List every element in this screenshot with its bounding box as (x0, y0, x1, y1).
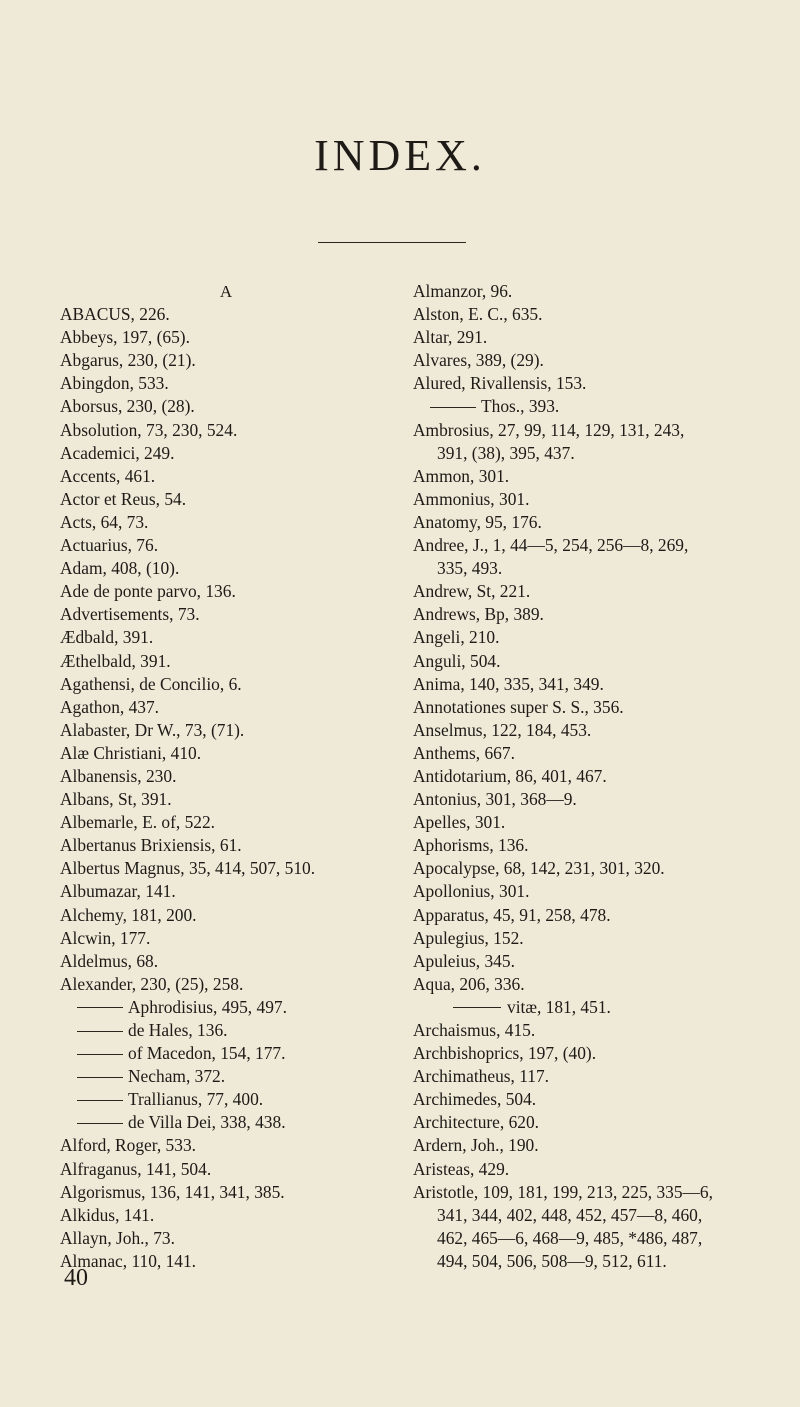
index-entry: Actor et Reus, 54. (60, 488, 187, 509)
page-number: 40 (64, 1265, 88, 1291)
index-entry: Abgarus, 230, (21). (60, 350, 196, 371)
index-entry: Accents, 461. (60, 465, 156, 486)
section-letter: A (219, 282, 233, 301)
index-entry: Algorismus, 136, 141, 341, 385. (60, 1181, 285, 1202)
index-entry: Ammon, 301. (413, 465, 510, 486)
index-subentry: Thos., 393. (413, 395, 785, 418)
index-subentry: de Villa Dei, 338, 438. (60, 1111, 400, 1134)
index-entry: Agathon, 437. (60, 696, 160, 717)
index-entry: Alured, Rivallensis, 153. (413, 373, 587, 394)
index-entry: Almanac, 110, 141. (60, 1250, 197, 1271)
index-entry: Acts, 64, 73. (60, 511, 149, 532)
index-entry-continuation: 494, 504, 506, 508—9, 512, 611. (437, 1250, 667, 1271)
index-entry: Aristeas, 429. (413, 1158, 510, 1179)
index-entry: Albertus Magnus, 35, 414, 507, 510. (60, 858, 316, 879)
index-entry: Aqua, 206, 336. (413, 973, 525, 994)
index-entry: Altar, 291. (413, 327, 488, 348)
index-subentry: Aphrodisius, 495, 497. (60, 996, 400, 1019)
index-entry: Antidotarium, 86, 401, 467. (413, 765, 607, 786)
index-entry: Ambrosius, 27, 99, 114, 129, 131, 243, (413, 419, 685, 440)
index-entry: Albumazar, 141. (60, 881, 176, 902)
index-entry: Angeli, 210. (413, 627, 500, 648)
index-entry: Apuleius, 345. (413, 950, 515, 971)
index-entry: Almanzor, 96. (413, 281, 513, 301)
index-entry: Andree, J., 1, 44—5, 254, 256—8, 269, (413, 535, 689, 556)
right-index-column (413, 280, 785, 1273)
index-entry: Absolution, 73, 230, 524. (60, 419, 238, 440)
index-entry: Aldelmus, 68. (60, 950, 159, 971)
index-entry-continuation: 462, 465—6, 468—9, 485, *486, 487, (437, 1227, 703, 1248)
index-subentry: Necham, 372. (60, 1065, 400, 1088)
index-entry: Alkidus, 141. (60, 1204, 155, 1225)
index-entry: Anguli, 504. (413, 650, 501, 671)
index-entry: Alfraganus, 141, 504. (60, 1158, 212, 1179)
index-entry: Anselmus, 122, 184, 453. (413, 719, 592, 740)
index-entry: Albertanus Brixiensis, 61. (60, 835, 242, 856)
index-entry: Ammonius, 301. (413, 488, 530, 509)
index-entry: Andrews, Bp, 389. (413, 604, 544, 625)
index-entry: Architecture, 620. (413, 1112, 540, 1133)
index-entry-continuation: 341, 344, 402, 448, 452, 457—8, 460, (437, 1204, 703, 1225)
index-entry: Adam, 408, (10). (60, 558, 180, 579)
index-subentry: Trallianus, 77, 400. (60, 1088, 400, 1111)
page-title: INDEX. (314, 131, 486, 180)
index-entry: Ædbald, 391. (60, 627, 154, 648)
index-entry: Ardern, Joh., 190. (413, 1135, 539, 1156)
index-entry-continuation: 391, (38), 395, 437. (437, 442, 575, 463)
index-entry: Apparatus, 45, 91, 258, 478. (413, 904, 611, 925)
index-entry: Alæ Christiani, 410. (60, 742, 202, 763)
index-entry: Alexander, 230, (25), 258. (60, 973, 244, 994)
index-entry: Agathensi, de Concilio, 6. (60, 673, 242, 694)
index-entry: Albanensis, 230. (60, 765, 177, 786)
index-entry: Aborsus, 230, (28). (60, 396, 195, 417)
index-entry: Alvares, 389, (29). (413, 350, 544, 371)
index-entry: Archaismus, 415. (413, 1020, 536, 1040)
index-entry: Ade de ponte parvo, 136. (60, 581, 236, 602)
index-entry: Antonius, 301, 368—9. (413, 789, 577, 810)
index-entry-continuation: 335, 493. (437, 558, 503, 579)
index-entry: Archimatheus, 117. (413, 1066, 550, 1087)
index-subentry: of Macedon, 154, 177. (60, 1042, 400, 1065)
index-entry: Apollonius, 301. (413, 881, 530, 902)
index-subentry: de Hales, 136. (60, 1019, 400, 1042)
index-entry: Alford, Roger, 533. (60, 1135, 196, 1156)
left-index-column (60, 280, 400, 1273)
index-entry: Academici, 249. (60, 442, 175, 463)
index-entry: Annotationes super S. S., 356. (413, 696, 624, 717)
index-entry: Actuarius, 76. (60, 535, 159, 556)
index-entry: Æthelbald, 391. (60, 650, 171, 671)
index-entry: Andrew, St, 221. (413, 581, 531, 602)
title-rule (318, 242, 466, 243)
index-entry: Alston, E. C., 635. (413, 304, 543, 325)
index-entry: Aphorisms, 136. (413, 835, 529, 856)
index-entry: Albans, St, 391. (60, 789, 172, 810)
index-entry: Alchemy, 181, 200. (60, 904, 197, 925)
index-entry: Apelles, 301. (413, 812, 506, 833)
index-entry: Allayn, Joh., 73. (60, 1227, 175, 1248)
index-entry: Archimedes, 504. (413, 1089, 537, 1110)
index-entry: Anthems, 667. (413, 742, 515, 763)
index-entry: Anatomy, 95, 176. (413, 511, 542, 532)
index-entry: Abingdon, 533. (60, 373, 169, 394)
index-entry: Abbeys, 197, (65). (60, 327, 190, 348)
index-subentry: vitæ, 181, 451. (413, 996, 785, 1019)
index-entry: Albemarle, E. of, 522. (60, 812, 216, 833)
index-entry: Aristotle, 109, 181, 199, 213, 225, 335—6, (413, 1181, 713, 1202)
index-entry: Anima, 140, 335, 341, 349. (413, 673, 604, 694)
index-entry: Advertisements, 73. (60, 604, 200, 625)
index-entry: Apocalypse, 68, 142, 231, 301, 320. (413, 858, 665, 879)
index-entry: Alcwin, 177. (60, 927, 151, 948)
index-entry: Archbishoprics, 197, (40). (413, 1043, 597, 1064)
index-entry: Alabaster, Dr W., 73, (71). (60, 719, 245, 740)
index-entry: ABACUS, 226. (60, 304, 170, 325)
index-entry: Apulegius, 152. (413, 927, 524, 948)
